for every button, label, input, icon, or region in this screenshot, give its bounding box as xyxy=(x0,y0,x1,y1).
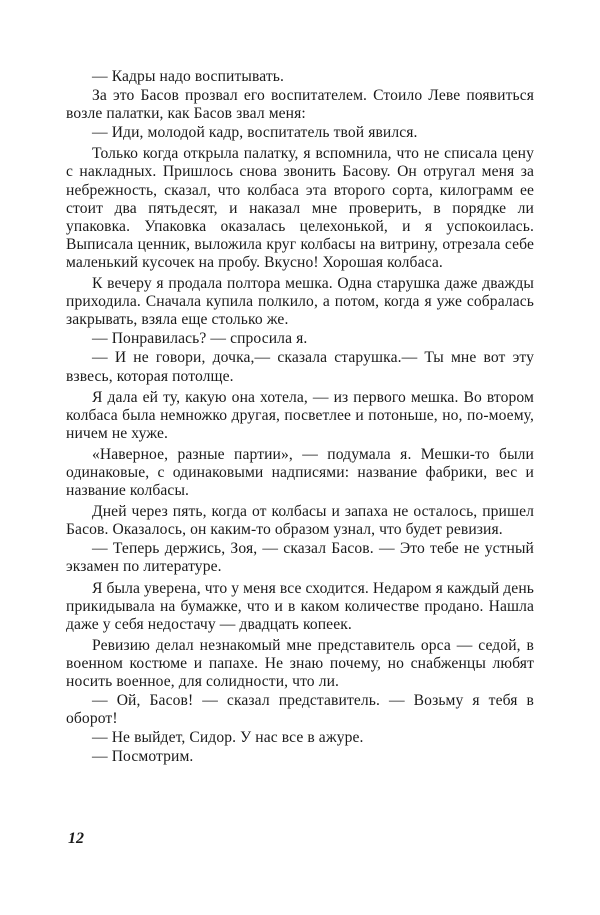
paragraph-4: Только когда открыла палатку, я вспомнила, что не списала цену с накладных. Пришлось снова звонить Басову. Он отругал меня за небрежность, сказал, что колбаса эта второго сорта, килограмм ее стоит два пятьдесят, и наказал мне проверить, в порядке ли упаковка. Упаковка оказалась целехонькой, и я успокоилась. Выписала ценник, выложила круг колбасы на витрину, отрезала себе маленький кусочек на пробу. Вкусно! Хорошая колбаса. xyxy=(66,145,534,271)
paragraph-10: Дней через пять, когда от колбасы и запаха не осталось, пришел Басов. Оказалось, он каким-то образом узнал, что будет ревизия. xyxy=(66,503,534,539)
paragraph-12: Я была уверена, что у меня все сходится. Недаром я каждый день прикидывала на бумажке, что и в каком количестве продано. Нашла даже у себя недостачу — двадцать копеек. xyxy=(66,579,534,633)
page-number: 12 xyxy=(68,830,84,847)
paragraph-5: К вечеру я продала полтора мешка. Одна старушка даже дважды приходила. Сначала купила полкило, а потом, когда я уже собралась закрывать, взяла еще столько же. xyxy=(66,275,534,329)
paragraph-14: — Ой, Басов! — сказал представитель. — Возьму я тебя в оборот! xyxy=(66,692,534,728)
paragraph-3: — Иди, молодой кадр, воспитатель твой явился. xyxy=(92,124,418,142)
paragraph-1: — Кадры надо воспитывать. xyxy=(92,68,284,85)
paragraph-15: — Не выйдет, Сидор. У нас все в ажуре. xyxy=(92,729,364,747)
paragraph-6: — Понравилась? — спросила я. xyxy=(92,330,308,348)
paragraph-16: — Посмотрим. xyxy=(92,748,194,766)
paragraph-13: Ревизию делал незнакомый мне представитель орса — седой, в военном костюме и папахе. Не знаю почему, но снабженцы любят носить военное, для солидности, что ли. xyxy=(66,636,534,690)
paragraph-11: — Теперь держись, Зоя, — сказал Басов. — Это тебе не устный экзамен по литературе. xyxy=(66,540,534,576)
paragraph-2: За это Басов прозвал его воспитателем. Стоило Леве появиться возле палатки, как Басов звал меня: xyxy=(66,87,534,123)
book-page-text xyxy=(66,68,534,767)
paragraph-9: «Наверное, разные партии», — подумала я. Мешки-то были одинаковые, с одинаковыми надписями: название фабрики, вес и название колбасы. xyxy=(66,445,534,500)
paragraph-7: — И не говори, дочка,— сказала старушка.— Ты мне вот эту взвесь, которая потолще. xyxy=(66,349,534,385)
paragraph-8: Я дала ей ту, какую она хотела, — из первого мешка. Во втором колбаса была немножко другая, посветлее и потоньше, но, по-моему, ничем не хуже. xyxy=(66,388,534,442)
